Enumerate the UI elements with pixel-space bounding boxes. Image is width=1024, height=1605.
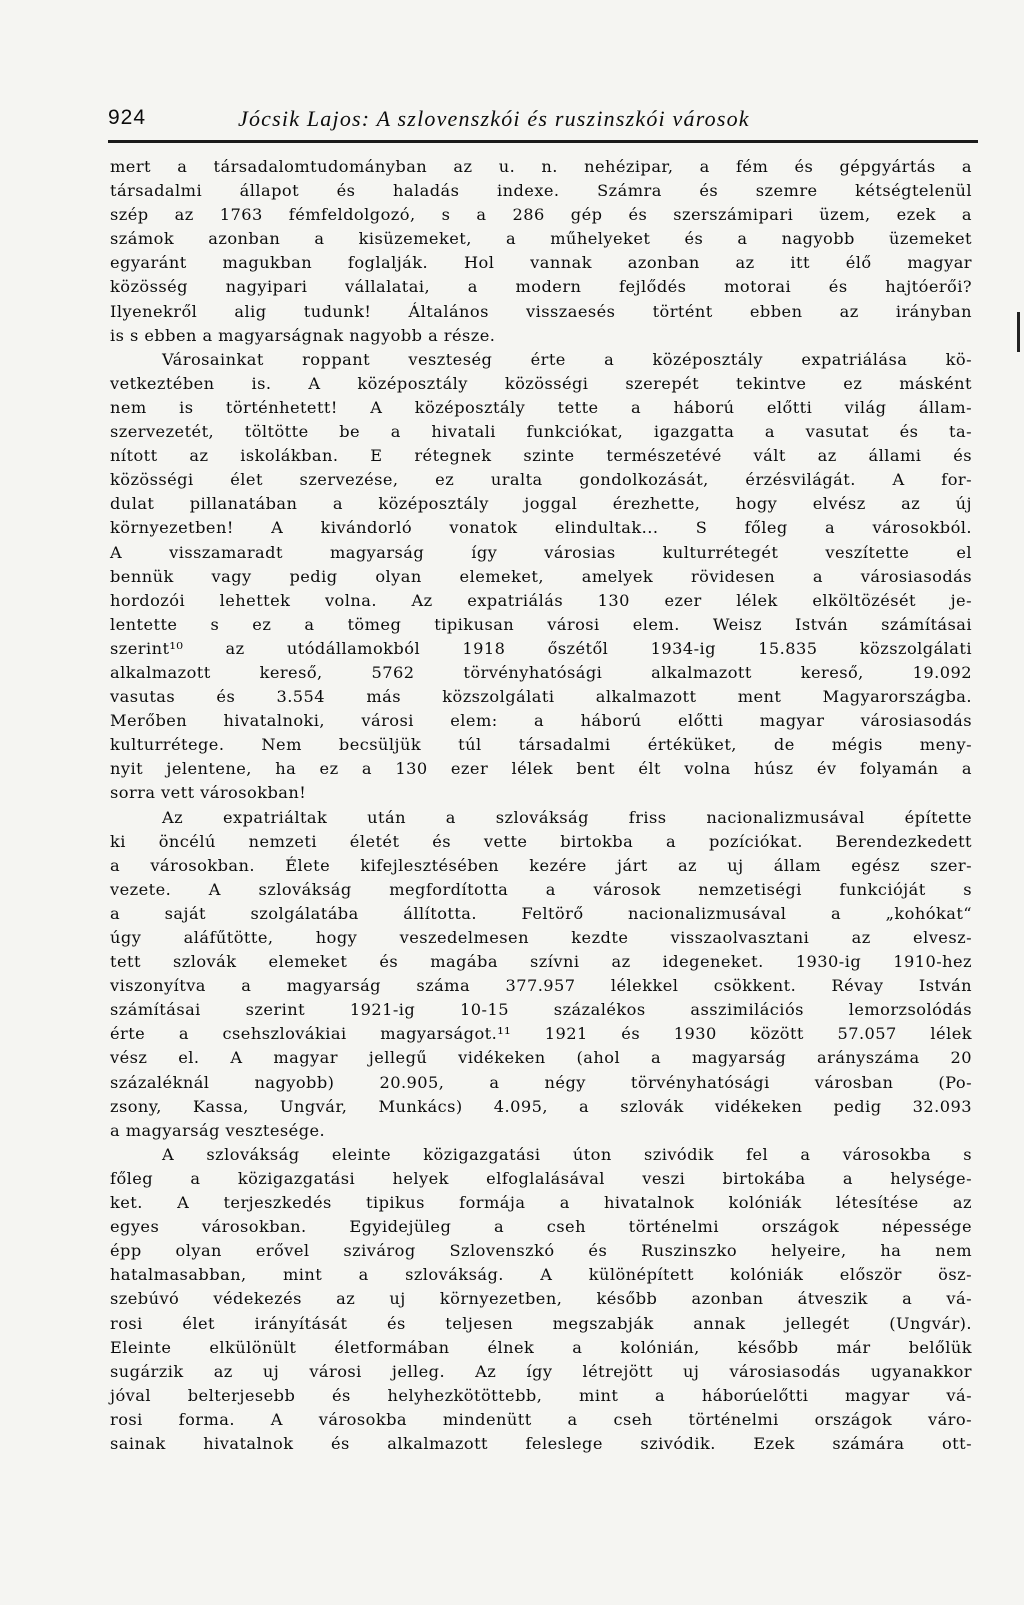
- text-line: százaléknál nagyobb) 20.905, a négy törvényhatósági városban (Po-: [110, 1072, 972, 1092]
- text-line: közösség nagyipari vállalatai, a modern fejlődés motorai és hajtóerői?: [110, 277, 972, 297]
- text-line: sugárzik az uj városi jelleg. Az így létrejött uj városiasodás ugyanakkor: [110, 1361, 972, 1381]
- text-line: szerint¹⁰ az utódállamokból 1918 őszétől 1934-ig 15.835 közszolgálati: [110, 638, 972, 658]
- text-line: a saját szolgálatába állította. Feltörő nacionalizmusával a „kohókat“: [110, 903, 972, 923]
- body-text: [110, 155, 972, 1456]
- running-head: Jócsik Lajos: A szlovenszkói és ruszinszkói városok: [238, 106, 750, 131]
- text-line: zsony, Kassa, Ungvár, Munkács) 4.095, a szlovák vidékeken pedig 32.093: [110, 1096, 972, 1116]
- text-line: környezetben! A kivándorló vonatok elindultak... S főleg a városokból.: [110, 518, 972, 538]
- text-line: hatalmasabban, mint a szlovákság. A különépített kolóniák először ösz-: [110, 1265, 972, 1285]
- text-line: vész el. A magyar jellegű vidékeken (ahol a magyarság arányszáma 20: [110, 1048, 972, 1068]
- text-line: egyaránt magukban foglalják. Hol vannak azonban az itt élő magyar: [110, 253, 972, 273]
- text-line: mert a társadalomtudományban az u. n. nehézipar, a fém és gépgyártás a: [110, 157, 972, 176]
- text-line: alkalmazott kereső, 5762 törvényhatósági alkalmazott kereső, 19.092: [110, 662, 972, 682]
- scan-edge-mark: [1017, 312, 1020, 352]
- text-line: is s ebben a magyarságnak nagyobb a része.: [110, 325, 496, 345]
- text-line: tett szlovák elemeket és magába szívni az idegeneket. 1930-ig 1910-hez: [110, 952, 972, 972]
- text-line: sainak hivatalnok és alkalmazott feleslege szivódik. Ezek számára ott-: [110, 1433, 972, 1453]
- text-line: érte a csehszlovákiai magyarságot.¹¹ 1921 és 1930 között 57.057 lélek: [110, 1024, 972, 1044]
- text-line: hordozói lehettek volna. Az expatriálás 130 ezer lélek elköltözését je-: [110, 590, 972, 610]
- text-line: számításai szerint 1921-ig 10-15 százalékos asszimilációs lemorzsolódás: [110, 1000, 972, 1020]
- text-line: Eleinte elkülönült életformában élnek a kolónián, később már belőlük: [110, 1337, 972, 1357]
- text-line: a városokban. Élete kifejlesztésében kezére járt az uj állam egész szer-: [110, 855, 972, 875]
- text-line: nított az iskolákban. E rétegnek szinte természetévé vált az állami és: [110, 446, 972, 466]
- text-line: sorra vett városokban!: [110, 783, 307, 803]
- text-line: nyit jelentene, ha ez a 130 ezer lélek bent élt volna húsz év folyamán a: [110, 759, 972, 779]
- text-line: épp olyan erővel szivárog Szlovenszkó és Ruszinszko helyeire, ha nem: [110, 1241, 972, 1261]
- text-line: ket. A terjeszkedés tipikus formája a hivatalnok kolóniák létesítése az: [110, 1193, 972, 1213]
- text-line: úgy aláfűtötte, hogy veszedelmesen kezdte visszaolvasztani az elvesz-: [110, 928, 972, 947]
- text-line: számok azonban a kisüzemeket, a műhelyeket és a nagyobb üzemeket: [110, 229, 972, 249]
- text-line: viszonyítva a magyarság száma 377.957 lélekkel csökkent. Révay István: [110, 976, 972, 996]
- text-line: Merőben hivatalnoki, városi elem: a háború előtti magyar városiasodás: [110, 711, 972, 731]
- text-line: vasutas és 3.554 más közszolgálati alkalmazott ment Magyarországba.: [110, 687, 972, 707]
- text-line: A visszamaradt magyarság így városias kulturrétegét veszítette el: [110, 542, 972, 562]
- text-line: nem is történhetett! A középosztály tette a háború előtti világ állam-: [110, 397, 972, 417]
- text-line: szép az 1763 fémfeldolgozó, s a 286 gép és szerszámipari üzem, ezek a: [110, 205, 972, 225]
- text-line: kulturrétege. Nem becsüljük túl társadalmi értéküket, de mégis meny-: [110, 735, 972, 755]
- text-line: A szlovákság eleinte közigazgatási úton szivódik fel a városokba s: [162, 1144, 972, 1164]
- text-line: a magyarság vesztesége.: [110, 1120, 326, 1140]
- text-line: rosi élet irányítását és teljesen megszabják annak jellegét (Ungvár).: [110, 1313, 972, 1333]
- text-line: szebúvó védekezés az uj környezetben, később azonban átveszik a vá-: [110, 1289, 972, 1309]
- text-line: bennük vagy pedig olyan elemeket, amelyek rövidesen a városiasodás: [110, 566, 972, 586]
- header-rule: [108, 140, 978, 143]
- text-line: főleg a közigazgatási helyek elfoglalásával veszi birtokába a helysége-: [110, 1168, 972, 1188]
- text-line: jóval belterjesebb és helyhezkötöttebb, mint a háborúelőtti magyar vá-: [110, 1385, 972, 1405]
- text-line: Ilyenekről alig tudunk! Általános visszaesés történt ebben az irányban: [110, 301, 972, 321]
- text-line: ki öncélú nemzeti életét és vette birtokba a pozíciókat. Berendezkedett: [110, 831, 972, 851]
- text-line: társadalmi állapot és haladás indexe. Számra és szemre kétségtelenül: [110, 181, 972, 201]
- page-number: 924: [108, 106, 147, 129]
- text-line: lentette s ez a tömeg tipikusan városi elem. Weisz István számításai: [110, 614, 972, 634]
- text-line: Városainkat roppant veszteség érte a középosztály expatriálása kö-: [162, 349, 972, 369]
- page-header: [108, 102, 968, 132]
- text-line: szervezetét, töltötte be a hivatali funkciókat, igazgatta a vasutat és ta-: [110, 422, 972, 442]
- text-line: közösségi élet szervezése, ez uralta gondolkozását, érzésvilágát. A for-: [110, 470, 972, 490]
- text-line: egyes városokban. Egyidejüleg a cseh történelmi országok népessége: [110, 1217, 972, 1237]
- text-line: dulat pillanatában a középosztály joggal érezhette, hogy elvész az új: [110, 494, 972, 514]
- text-line: vetkeztében is. A középosztály közösségi szerepét tekintve ez másként: [110, 373, 972, 393]
- text-line: vezete. A szlovákság megfordította a városok nemzetiségi funkcióját s: [110, 879, 972, 899]
- text-line: Az expatriáltak után a szlovákság friss nacionalizmusával építette: [162, 807, 972, 827]
- text-line: rosi forma. A városokba mindenütt a cseh történelmi országok váro-: [110, 1409, 972, 1429]
